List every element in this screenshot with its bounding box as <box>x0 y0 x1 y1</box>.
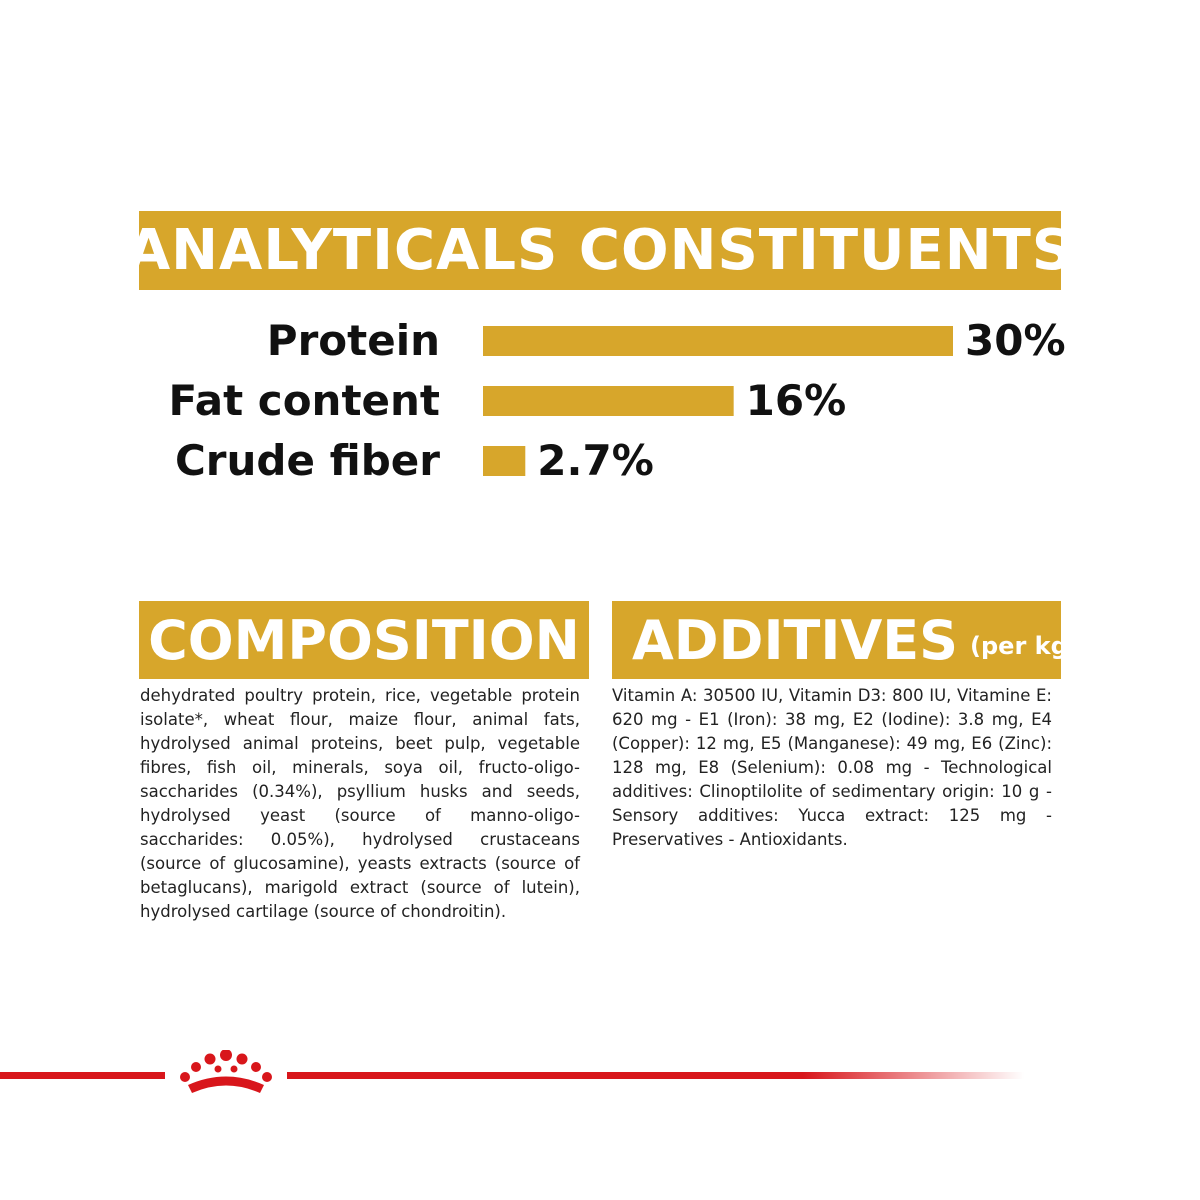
additives-subtitle: (per kg) <box>970 632 1079 660</box>
footer-brand-bar <box>0 1050 1200 1100</box>
analytics-bar-chart <box>0 300 1200 500</box>
category-label: Fat content <box>168 376 440 425</box>
additives-header <box>612 601 1079 679</box>
bar <box>483 386 734 416</box>
bar <box>483 446 525 476</box>
category-label: Protein <box>266 316 440 365</box>
analytics-header <box>126 211 1074 290</box>
crown-icon <box>180 1050 272 1093</box>
value-label: 30% <box>965 316 1066 365</box>
value-label: 16% <box>745 376 847 425</box>
footer-line-left <box>0 1072 165 1079</box>
value-label: 2.7% <box>537 436 654 485</box>
analytics-title: ANALYTICALS CONSTITUENTS <box>126 218 1074 283</box>
composition-title: COMPOSITION <box>148 608 580 672</box>
footer-line-right <box>287 1072 1024 1079</box>
composition-text: dehydrated poultry protein, rice, vegetable protein isolate*, wheat flour, maize flour, animal fats, hydrolysed animal proteins, beet pulp, vegetable fibres, fish oil, minerals, soya oil, fructo-oligo-saccharides (0.34%), psyllium husks and seeds, hydrolysed yeast (source of manno-oligo-saccharides: 0.05%), hydrolysed crustaceans (source of glucosamine), yeasts extracts (source of betaglucans), marigold extract (source of lutein), hydrolysed cartilage (source of chondroitin). <box>140 686 580 921</box>
additives-title: ADDITIVES <box>632 608 959 672</box>
additives-text: Vitamin A: 30500 IU, Vitamin D3: 800 IU, Vitamine E: 620 mg - E1 (Iron): 38 mg, E2 (Iodine): 3.8 mg, E4 (Copper): 12 mg, E5 (Manganese): 49 mg, E6 (Zinc): 128 mg, E8 (Selenium): 0.08 mg - Technological additives: Clinoptilolite of sedimentary origin: 10 g - Sensory additives: Yucca extract: 125 mg - Preservatives - Antioxidants. <box>612 686 1052 849</box>
category-label: Crude fiber <box>174 436 440 485</box>
bar <box>483 326 953 356</box>
composition-header <box>139 601 589 679</box>
